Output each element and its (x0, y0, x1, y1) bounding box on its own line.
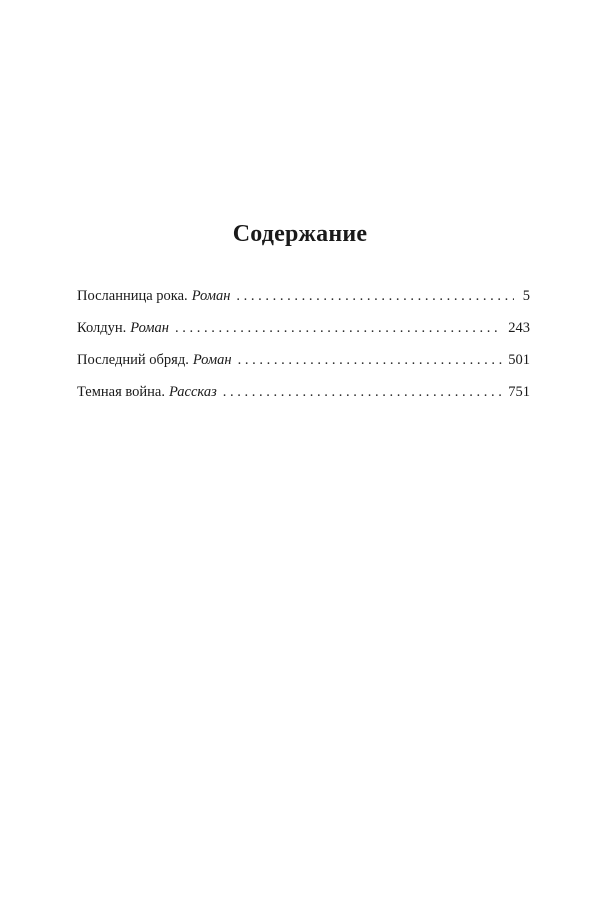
toc-entry-1[interactable] (77, 286, 530, 318)
toc-entry-page-number: 5 (522, 288, 530, 304)
toc-entry-3[interactable] (77, 350, 530, 382)
dot-leader (236, 286, 514, 306)
toc-entry-title: Последний обряд. (77, 352, 189, 368)
toc-entry-genre: Рассказ (168, 384, 217, 400)
toc-entry-genre: Роман (192, 352, 232, 368)
dot-leader (238, 350, 503, 370)
toc-entry-genre: Роман (191, 288, 231, 304)
dot-leader (175, 318, 502, 338)
toc-entry-page-number: 751 (508, 384, 530, 400)
toc-entry-page-number: 501 (508, 352, 530, 368)
toc-entry-page-number: 243 (508, 320, 530, 336)
toc-entry-title: Темная война. (77, 384, 165, 400)
toc-entry-2[interactable] (77, 318, 530, 350)
toc-entry-4[interactable] (77, 382, 530, 414)
toc-entry-title: Колдун. (77, 320, 127, 336)
dot-leader (223, 382, 503, 402)
table-of-contents (77, 286, 530, 414)
toc-entry-title: Посланница рока. (77, 288, 188, 304)
page-title: Содержание (232, 221, 368, 247)
toc-entry-genre: Роман (130, 320, 169, 336)
